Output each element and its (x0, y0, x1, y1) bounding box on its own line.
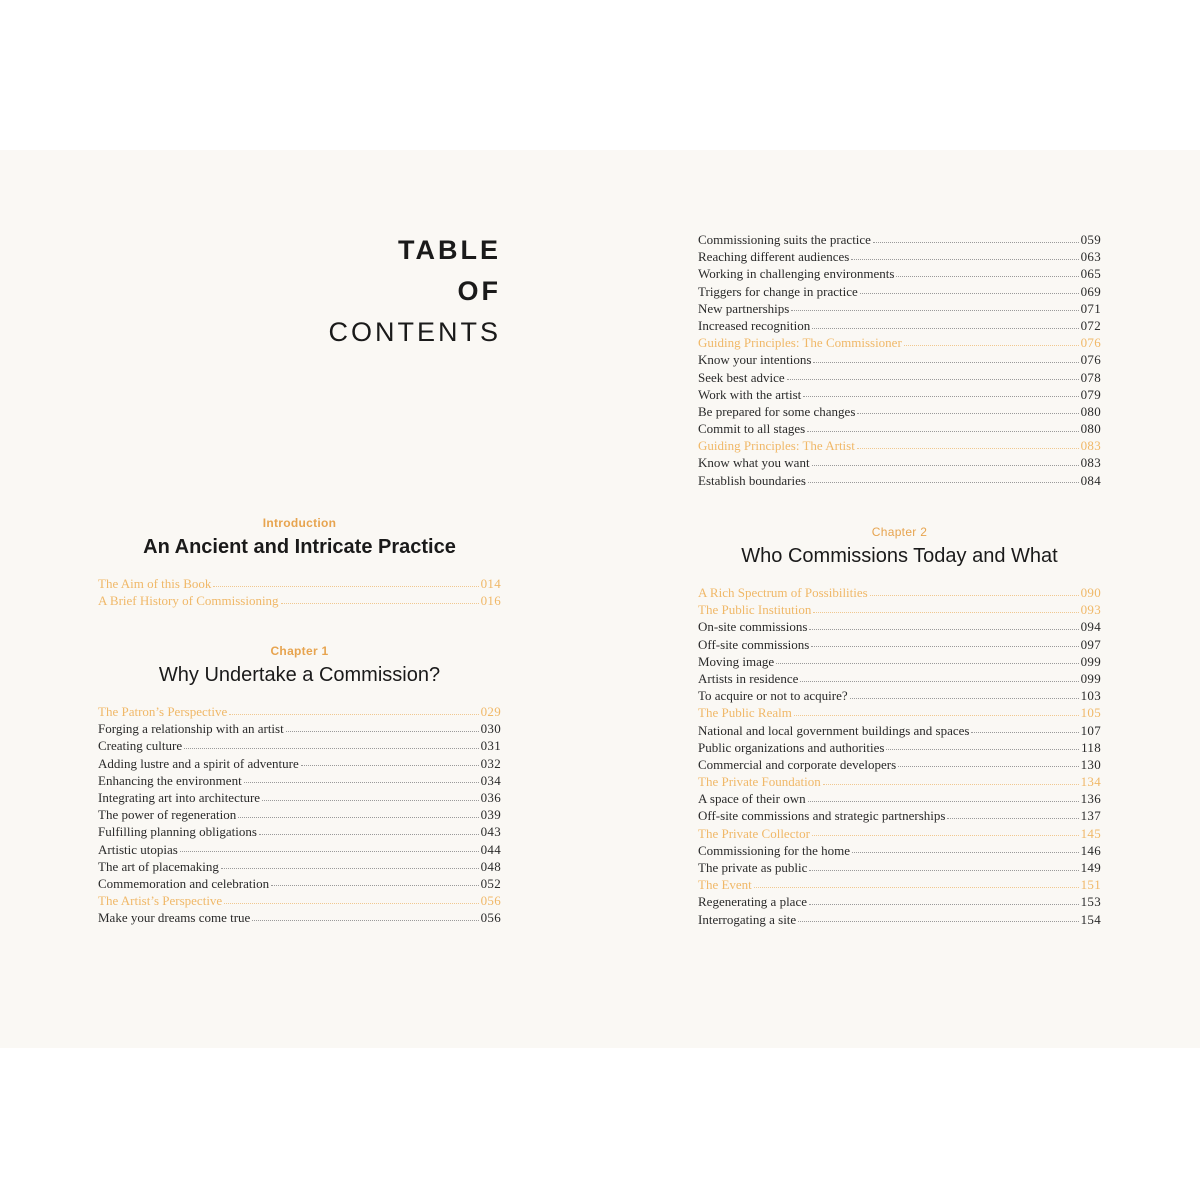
dot-leader (252, 919, 478, 921)
dot-leader (886, 748, 1079, 750)
dot-leader (800, 680, 1078, 682)
toc-entry-label: Guiding Principles: The Artist (698, 438, 855, 454)
chapter1-heading: Why Undertake a Commission? (158, 664, 441, 686)
dot-leader (259, 833, 479, 835)
toc-entry-label: Know your intentions (698, 352, 812, 368)
toc-entry-page-number: 105 (1080, 705, 1101, 721)
toc-entry[interactable] (98, 909, 501, 926)
dot-leader (808, 800, 1079, 802)
toc-entry-page-number: 030 (480, 721, 501, 737)
toc-section-entry[interactable] (698, 773, 1101, 790)
toc-entry-label: Interrogating a site (698, 911, 797, 927)
toc-entry[interactable] (698, 300, 1101, 317)
toc-entry-label: The Aim of this Book (98, 576, 212, 591)
toc-section-entry[interactable] (98, 703, 501, 720)
dot-leader (808, 481, 1079, 483)
toc-entry-page-number: 034 (480, 772, 501, 788)
dot-leader (281, 602, 479, 604)
toc-entry-label: Commemoration and celebration (98, 875, 270, 891)
toc-entry-label: To acquire or not to acquire? (698, 688, 848, 704)
dot-leader (860, 292, 1079, 294)
toc-entry-page-number: 036 (480, 789, 501, 805)
toc-entry-label: The Private Collector (698, 825, 810, 841)
chapter1-toc (98, 703, 501, 926)
toc-entry-page-number: 080 (1080, 421, 1101, 437)
toc-entry-label: Artistic utopias (98, 841, 178, 857)
toc-entry[interactable] (698, 231, 1101, 248)
toc-entry-page-number: 107 (1080, 722, 1101, 738)
toc-entry-label: On-site commissions (698, 619, 808, 635)
dot-leader (947, 817, 1078, 819)
dot-leader (244, 781, 479, 783)
toc-entry[interactable] (698, 386, 1101, 403)
toc-entry-page-number: 154 (1080, 911, 1101, 927)
dot-leader (229, 713, 478, 715)
dot-leader (813, 611, 1078, 613)
toc-entry-page-number: 149 (1080, 860, 1101, 875)
chapter1-kicker: Chapter 1 (270, 644, 329, 658)
toc-entry[interactable] (98, 755, 501, 772)
toc-entry-label: The Patron’s Perspective (98, 704, 228, 719)
toc-entry-page-number: 099 (1080, 670, 1101, 686)
toc-entry-page-number: 063 (1080, 249, 1101, 265)
toc-entry-page-number: 090 (1080, 585, 1101, 600)
toc-entry[interactable] (698, 317, 1101, 334)
dot-leader (180, 850, 479, 852)
dot-leader (262, 799, 479, 801)
chapter2-kicker: Chapter 2 (871, 525, 928, 539)
toc-entry-label: Creating culture (98, 738, 183, 754)
toc-entry-page-number: 043 (480, 824, 501, 840)
toc-entry-label: Artists in residence (698, 670, 799, 686)
toc-entry-label: Establish boundaries (698, 472, 806, 488)
chapter2-toc (698, 584, 1101, 928)
toc-entry[interactable] (698, 351, 1101, 368)
toc-entry-label: Off-site commissions (698, 636, 810, 652)
toc-entry[interactable] (698, 859, 1101, 876)
toc-entry-label: The Public Institution (698, 602, 812, 618)
dot-leader (898, 765, 1078, 767)
toc-entry[interactable] (698, 670, 1101, 687)
toc-entry-label: Commissioning for the home (698, 842, 851, 858)
toc-entry-label: Make your dreams come true (98, 910, 251, 926)
toc-entry[interactable] (98, 875, 501, 892)
toc-entry[interactable] (698, 283, 1101, 300)
toc-entry-page-number: 136 (1080, 791, 1101, 807)
toc-entry-page-number: 097 (1080, 636, 1101, 652)
dot-leader (787, 378, 1079, 380)
toc-entry-page-number: 118 (1081, 739, 1101, 755)
toc-entry-label: Enhancing the environment (98, 772, 242, 788)
toc-entry-page-number: 134 (1080, 774, 1101, 790)
toc-entry-page-number: 079 (1080, 386, 1101, 402)
toc-entry[interactable] (698, 653, 1101, 670)
toc-entry-label: Guiding Principles: The Commissioner (698, 335, 902, 351)
toc-entry[interactable] (98, 858, 501, 875)
toc-entry-label: National and local government buildings and spaces (698, 722, 970, 738)
dot-leader (809, 869, 1078, 871)
toc-entry-page-number: 071 (1080, 300, 1101, 316)
introduction-kicker: Introduction (262, 516, 337, 530)
toc-entry-label: Increased recognition (698, 317, 811, 333)
toc-section-entry[interactable] (698, 825, 1101, 842)
dot-leader (809, 903, 1079, 905)
toc-entry-label: The power of regeneration (98, 807, 237, 823)
chapter1-section (98, 644, 501, 926)
toc-entry-page-number: 153 (1080, 894, 1101, 910)
dot-leader (794, 714, 1079, 716)
toc-entry-label: The Private Foundation (698, 774, 821, 790)
introduction-toc (98, 575, 501, 609)
toc-entry[interactable] (698, 722, 1101, 739)
toc-entry-label: The Event (698, 877, 752, 893)
toc-entry[interactable] (698, 739, 1101, 756)
toc-entry-label: The Public Realm (698, 705, 792, 721)
toc-entry-page-number: 083 (1080, 455, 1101, 471)
dot-leader (851, 258, 1078, 260)
toc-entry-page-number: 137 (1080, 808, 1101, 824)
chapter2-heading: Who Commissions Today and What (741, 545, 1058, 567)
toc-entry[interactable] (698, 687, 1101, 704)
toc-section-entry[interactable] (98, 575, 501, 592)
dot-leader (809, 628, 1078, 630)
dot-leader (812, 834, 1079, 836)
toc-entry[interactable] (698, 265, 1101, 282)
toc-entry-page-number: 084 (1080, 472, 1101, 488)
toc-entry-label: Commissioning suits the practice (698, 232, 871, 247)
dot-leader (301, 764, 479, 766)
dot-leader (798, 920, 1078, 922)
toc-entry[interactable] (698, 472, 1101, 489)
page-title (298, 230, 501, 353)
toc-entry-page-number: 044 (480, 841, 501, 857)
toc-entry-page-number: 076 (1080, 335, 1101, 351)
toc-entry-page-number: 069 (1080, 283, 1101, 299)
toc-entry-label: New partnerships (698, 300, 790, 316)
toc-entry[interactable] (98, 806, 501, 823)
toc-entry-label: Triggers for change in practice (698, 283, 858, 299)
dot-leader (286, 730, 479, 732)
dot-leader (857, 447, 1079, 449)
toc-entry-page-number: 145 (1080, 825, 1101, 841)
toc-entry-label: Know what you want (698, 455, 810, 471)
toc-entry[interactable] (698, 420, 1101, 437)
toc-entry-label: A space of their own (698, 791, 806, 807)
dot-leader (812, 464, 1079, 466)
toc-entry-page-number: 076 (1080, 352, 1101, 368)
toc-entry[interactable] (698, 618, 1101, 635)
toc-entry[interactable] (98, 720, 501, 737)
toc-entry-page-number: 078 (1080, 369, 1101, 385)
toc-entry-page-number: 151 (1080, 877, 1101, 893)
toc-section-entry[interactable] (698, 876, 1101, 893)
dot-leader (812, 327, 1078, 329)
continued-toc (698, 231, 1101, 489)
toc-entry[interactable] (98, 737, 501, 754)
toc-entry[interactable] (698, 807, 1101, 824)
toc-entry-page-number: 016 (480, 593, 501, 609)
dot-leader (213, 585, 478, 587)
toc-entry[interactable] (698, 636, 1101, 653)
toc-entry-label: Work with the artist (698, 386, 802, 402)
dot-leader (791, 309, 1078, 311)
title-line-of: OF (457, 276, 501, 306)
toc-entry[interactable] (698, 842, 1101, 859)
toc-entry-label: Reaching different audiences (698, 249, 850, 265)
dot-leader (776, 662, 1078, 664)
chapter2-section (698, 525, 1101, 928)
toc-section-entry[interactable] (698, 437, 1101, 454)
dot-leader (238, 816, 478, 818)
toc-entry[interactable] (698, 369, 1101, 386)
toc-entry-page-number: 146 (1080, 842, 1101, 858)
dot-leader (870, 594, 1079, 596)
toc-entry[interactable] (698, 454, 1101, 471)
toc-entry-page-number: 014 (480, 576, 501, 591)
toc-section-entry[interactable] (98, 892, 501, 909)
dot-leader (823, 783, 1079, 785)
toc-entry-label: The art of placemaking (98, 858, 219, 874)
dot-leader (221, 867, 479, 869)
toc-entry-page-number: 032 (480, 755, 501, 771)
dot-leader (807, 430, 1078, 432)
toc-entry-label: A Brief History of Commissioning (98, 593, 279, 609)
toc-entry[interactable] (698, 893, 1101, 910)
title-line-contents: CONTENTS (328, 317, 501, 347)
toc-entry[interactable] (698, 911, 1101, 928)
book-spread (0, 150, 1200, 1048)
toc-entry-label: The private as public (698, 860, 808, 875)
toc-entry-label: A Rich Spectrum of Possibilities (698, 585, 868, 600)
toc-entry-label: Forging a relationship with an artist (98, 721, 284, 737)
toc-entry[interactable] (698, 403, 1101, 420)
toc-section-entry[interactable] (698, 704, 1101, 721)
dot-leader (896, 275, 1078, 277)
toc-entry-page-number: 052 (480, 875, 501, 891)
toc-entry[interactable] (98, 823, 501, 840)
toc-entry-page-number: 029 (480, 704, 501, 719)
toc-entry-label: Regenerating a place (698, 894, 807, 910)
toc-entry-page-number: 056 (480, 910, 501, 926)
toc-entry-label: The Artist’s Perspective (98, 893, 223, 909)
dot-leader (184, 747, 478, 749)
toc-entry-label: Public organizations and authorities (698, 739, 885, 755)
toc-entry[interactable] (98, 789, 501, 806)
toc-entry-label: Commercial and corporate developers (698, 756, 897, 772)
toc-entry-label: Fulfilling planning obligations (98, 824, 257, 840)
toc-entry-page-number: 059 (1080, 232, 1101, 247)
toc-section-entry[interactable] (698, 584, 1101, 601)
title-line-table: TABLE (398, 235, 501, 265)
toc-entry[interactable] (98, 841, 501, 858)
toc-entry-page-number: 039 (480, 807, 501, 823)
toc-entry-page-number: 103 (1080, 688, 1101, 704)
toc-section-entry[interactable] (98, 592, 501, 609)
dot-leader (754, 886, 1079, 888)
toc-entry-page-number: 083 (1080, 438, 1101, 454)
toc-entry[interactable] (698, 248, 1101, 265)
dot-leader (971, 731, 1078, 733)
dot-leader (271, 884, 478, 886)
toc-entry-label: Integrating art into architecture (98, 789, 261, 805)
toc-entry-page-number: 093 (1080, 602, 1101, 618)
dot-leader (857, 412, 1078, 414)
toc-entry-page-number: 094 (1080, 619, 1101, 635)
dot-leader (803, 395, 1078, 397)
dot-leader (813, 361, 1078, 363)
toc-entry-page-number: 080 (1080, 403, 1101, 419)
toc-entry-label: Seek best advice (698, 369, 785, 385)
toc-entry-label: Moving image (698, 653, 775, 669)
dot-leader (811, 645, 1078, 647)
dot-leader (850, 697, 1079, 699)
toc-entry-page-number: 056 (480, 893, 501, 909)
toc-entry[interactable] (698, 790, 1101, 807)
continued-section (698, 231, 1101, 489)
toc-entry-page-number: 065 (1080, 266, 1101, 282)
introduction-heading: An Ancient and Intricate Practice (143, 536, 456, 558)
toc-entry-page-number: 031 (480, 738, 501, 754)
toc-entry-label: Off-site commissions and strategic partnerships (698, 808, 946, 824)
toc-entry-label: Commit to all stages (698, 421, 806, 437)
toc-entry-label: Adding lustre and a spirit of adventure (98, 755, 299, 771)
toc-entry-page-number: 099 (1080, 653, 1101, 669)
dot-leader (224, 902, 478, 904)
toc-section-entry[interactable] (698, 601, 1101, 618)
introduction-section (98, 516, 501, 609)
toc-entry[interactable] (698, 756, 1101, 773)
dot-leader (904, 344, 1079, 346)
toc-entry-page-number: 048 (480, 858, 501, 874)
toc-entry-label: Working in challenging environments (698, 266, 895, 282)
dot-leader (873, 241, 1079, 243)
dot-leader (852, 851, 1079, 853)
toc-entry-page-number: 130 (1080, 756, 1101, 772)
toc-entry-label: Be prepared for some changes (698, 403, 856, 419)
toc-section-entry[interactable] (698, 334, 1101, 351)
toc-entry[interactable] (98, 772, 501, 789)
toc-entry-page-number: 072 (1080, 317, 1101, 333)
